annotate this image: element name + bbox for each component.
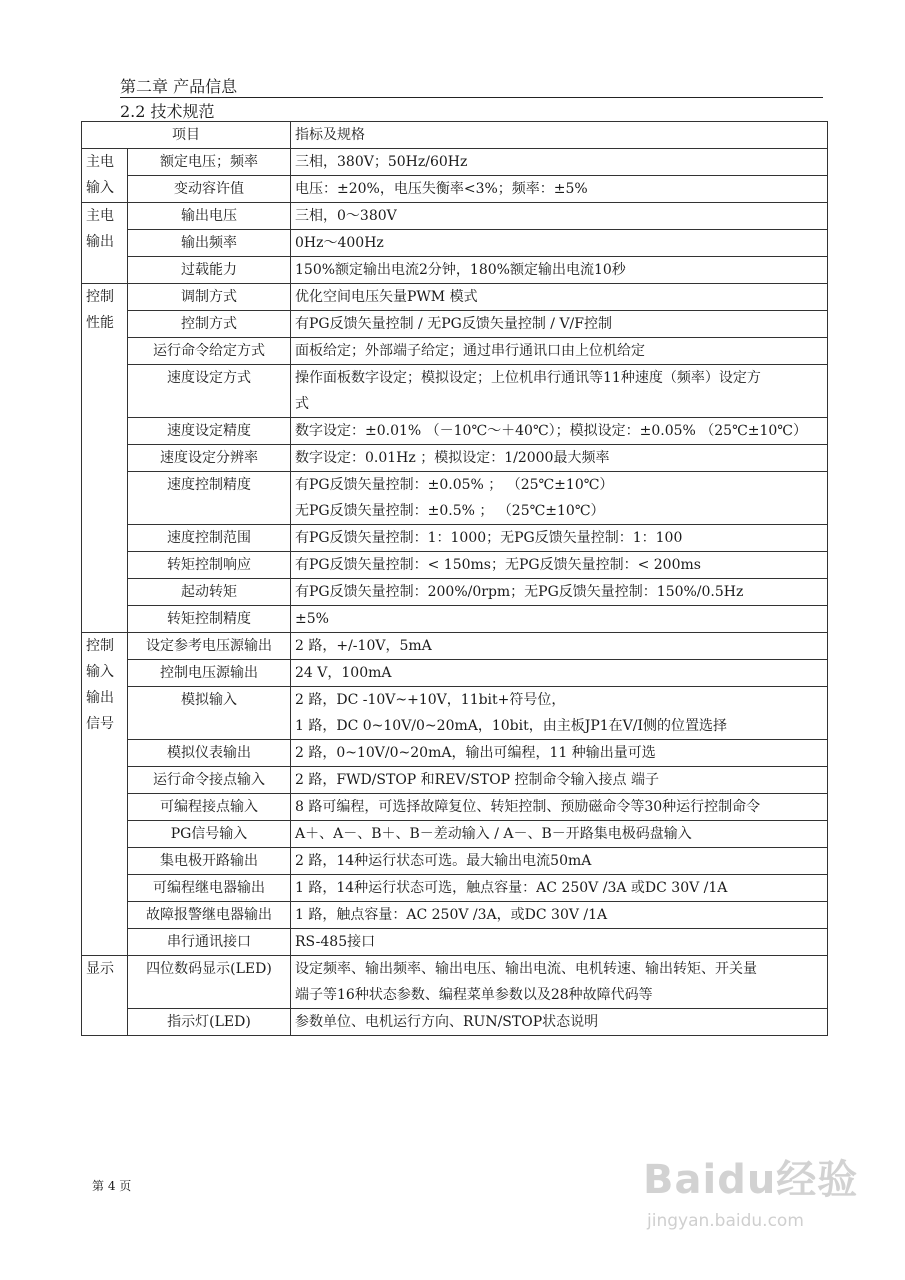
spec-cell (291, 418, 828, 445)
group-label (82, 633, 128, 956)
spec-line: 0Hz～400Hz (295, 235, 384, 251)
table-row (82, 149, 828, 176)
spec-line: A＋、A－、B＋、B－差动输入 / A－、B－开路集电极码盘输入 (295, 826, 692, 842)
group-label (82, 149, 128, 203)
table-row (82, 848, 828, 875)
spec-line: 2 路，14种运行状态可选。最大输出电流50mA (295, 853, 592, 869)
table-row (82, 633, 828, 660)
table-row (82, 552, 828, 579)
header-item: 项目 (82, 122, 291, 149)
table-header-row (82, 122, 828, 149)
group-label-line: 主电 (86, 154, 114, 170)
table-row (82, 821, 828, 848)
item-cell: 运行命令接点输入 (128, 767, 291, 794)
table-row (82, 956, 828, 1009)
spec-line: 设定频率、输出频率、输出电压、输出电流、电机转速、输出转矩、开关量 (295, 961, 757, 977)
item-cell: 输出电压 (128, 203, 291, 230)
item-cell: 串行通讯接口 (128, 929, 291, 956)
item-cell: 速度设定方式 (128, 365, 291, 418)
table-row (82, 203, 828, 230)
spec-cell (291, 794, 828, 821)
item-cell: 故障报警继电器输出 (128, 902, 291, 929)
item-cell: 变动容许值 (128, 176, 291, 203)
spec-cell (291, 257, 828, 284)
table-row (82, 338, 828, 365)
table-row (82, 767, 828, 794)
item-cell: 控制方式 (128, 311, 291, 338)
table-row (82, 902, 828, 929)
spec-line: 8 路可编程，可选择故障复位、转矩控制、预励磁命令等30种运行控制命令 (295, 799, 761, 815)
section-title: 2.2 技术规范 (120, 102, 215, 121)
chapter-title: 第二章 产品信息 (120, 77, 238, 96)
page-number: 第 4 页 (92, 1179, 132, 1193)
table-row (82, 579, 828, 606)
spec-line: 电压：±20%，电压失衡率<3%；频率：±5% (295, 181, 588, 197)
item-cell: 速度控制范围 (128, 525, 291, 552)
group-label-line: 性能 (86, 315, 114, 331)
spec-cell (291, 230, 828, 257)
table-row (82, 284, 828, 311)
item-cell: 可编程继电器输出 (128, 875, 291, 902)
group-label-line: 输出 (86, 234, 114, 250)
item-cell: PG信号输入 (128, 821, 291, 848)
group-label-line: 输入 (86, 664, 114, 680)
spec-cell (291, 552, 828, 579)
group-label-line: 控制 (86, 638, 114, 654)
spec-cell (291, 902, 828, 929)
spec-cell (291, 929, 828, 956)
group-label (82, 956, 128, 1036)
table-row (82, 740, 828, 767)
spec-cell (291, 767, 828, 794)
spec-line: 有PG反馈矢量控制：±0.05% ； （25℃±10℃） (295, 477, 614, 493)
item-cell: 设定参考电压源输出 (128, 633, 291, 660)
spec-line: 2 路，FWD/STOP 和REV/STOP 控制命令输入接点 端子 (295, 772, 659, 788)
table-row (82, 230, 828, 257)
item-cell: 四位数码显示(LED) (128, 956, 291, 1009)
spec-cell (291, 176, 828, 203)
spec-line: ±5% (295, 611, 329, 627)
spec-cell (291, 284, 828, 311)
spec-cell (291, 848, 828, 875)
item-cell: 速度设定分辨率 (128, 445, 291, 472)
item-cell: 集电极开路输出 (128, 848, 291, 875)
spec-table (81, 121, 828, 1036)
item-cell: 控制电压源输出 (128, 660, 291, 687)
spec-line: 2 路，0~10V/0~20mA，输出可编程，11 种输出量可选 (295, 745, 656, 761)
item-cell: 运行命令给定方式 (128, 338, 291, 365)
spec-line: 面板给定；外部端子给定；通过串行通讯口由上位机给定 (295, 343, 645, 359)
spec-cell (291, 472, 828, 525)
spec-line: 1 路，DC 0~10V/0~20mA，10bit，由主板JP1在V/I侧的位置选择 (295, 718, 728, 734)
table-row (82, 525, 828, 552)
spec-line: 2 路，+/-10V，5mA (295, 638, 432, 654)
table-row (82, 794, 828, 821)
spec-line: 三相，0～380V (295, 208, 397, 224)
table-row (82, 687, 828, 740)
spec-line: 参数单位、电机运行方向、RUN/STOP状态说明 (295, 1014, 599, 1030)
spec-line: 有PG反馈矢量控制：200%/0rpm；无PG反馈矢量控制：150%/0.5Hz (295, 584, 744, 600)
item-cell: 转矩控制精度 (128, 606, 291, 633)
spec-line: 优化空间电压矢量PWM 模式 (295, 289, 478, 305)
spec-line: 有PG反馈矢量控制 / 无PG反馈矢量控制 / V/F控制 (295, 316, 612, 332)
spec-line: 150%额定输出电流2分钟，180%额定输出电流10秒 (295, 262, 626, 278)
spec-cell (291, 956, 828, 1009)
spec-cell (291, 203, 828, 230)
table-row (82, 875, 828, 902)
spec-line: 有PG反馈矢量控制：1：1000；无PG反馈矢量控制：1：100 (295, 530, 683, 546)
spec-cell (291, 525, 828, 552)
table-row (82, 365, 828, 418)
spec-cell (291, 740, 828, 767)
header-spec: 指标及规格 (291, 122, 828, 149)
header-rule (120, 97, 823, 98)
baidu-watermark (643, 1148, 863, 1258)
item-cell: 起动转矩 (128, 579, 291, 606)
spec-cell (291, 149, 828, 176)
watermark-url: jingyan.baidu.com (647, 1211, 804, 1231)
group-label-line: 信号 (86, 716, 114, 732)
group-label-line: 主电 (86, 208, 114, 224)
table-row (82, 418, 828, 445)
table-row (82, 445, 828, 472)
spec-line: 2 路，DC -10V~+10V，11bit+符号位， (295, 692, 566, 708)
item-cell: 转矩控制响应 (128, 552, 291, 579)
spec-cell (291, 445, 828, 472)
spec-line: 有PG反馈矢量控制：< 150ms；无PG反馈矢量控制：< 200ms (295, 557, 701, 573)
group-label-line: 控制 (86, 289, 114, 305)
item-cell: 额定电压；频率 (128, 149, 291, 176)
spec-line: RS-485接口 (295, 934, 376, 950)
spec-line: 数字设定：0.01Hz ；模拟设定：1/2000最大频率 (295, 450, 610, 466)
item-cell: 速度控制精度 (128, 472, 291, 525)
group-label-line: 输出 (86, 690, 114, 706)
group-label-line: 显示 (86, 961, 114, 977)
item-cell: 输出频率 (128, 230, 291, 257)
item-cell: 指示灯(LED) (128, 1009, 291, 1036)
spec-line: 操作面板数字设定；模拟设定；上位机串行通讯等11种速度（频率）设定方 (295, 370, 761, 386)
table-row (82, 311, 828, 338)
table-row (82, 606, 828, 633)
spec-line: 24 V，100mA (295, 665, 392, 681)
spec-line: 三相，380V；50Hz/60Hz (295, 154, 468, 170)
spec-line: 端子等16种状态参数、编程菜单参数以及28种故障代码等 (295, 987, 653, 1003)
item-cell: 可编程接点输入 (128, 794, 291, 821)
spec-cell (291, 579, 828, 606)
table-row (82, 472, 828, 525)
watermark-logo: Baidu经验 (643, 1157, 859, 1203)
item-cell: 速度设定精度 (128, 418, 291, 445)
table-row (82, 929, 828, 956)
group-label (82, 284, 128, 633)
table-row (82, 257, 828, 284)
spec-cell (291, 606, 828, 633)
spec-cell (291, 875, 828, 902)
item-cell: 模拟仪表输出 (128, 740, 291, 767)
spec-cell (291, 365, 828, 418)
item-cell: 模拟输入 (128, 687, 291, 740)
spec-line: 无PG反馈矢量控制：±0.5% ； （25℃±10℃） (295, 503, 605, 519)
item-cell: 过载能力 (128, 257, 291, 284)
group-label (82, 203, 128, 284)
spec-line: 1 路，14种运行状态可选，触点容量：AC 250V /3A 或DC 30V /1A (295, 880, 728, 896)
table-row (82, 1009, 828, 1036)
table-row (82, 176, 828, 203)
spec-line: 式 (295, 396, 309, 412)
group-label-line: 输入 (86, 180, 114, 196)
spec-cell (291, 660, 828, 687)
spec-cell (291, 1009, 828, 1036)
spec-cell (291, 311, 828, 338)
spec-cell (291, 633, 828, 660)
spec-line: 数字设定：±0.01% （－10℃～＋40℃）；模拟设定：±0.05% （25℃±10℃） (295, 423, 807, 439)
spec-cell (291, 338, 828, 365)
table-row (82, 660, 828, 687)
spec-cell (291, 687, 828, 740)
spec-line: 1 路，触点容量：AC 250V /3A，或DC 30V /1A (295, 907, 608, 923)
spec-cell (291, 821, 828, 848)
item-cell: 调制方式 (128, 284, 291, 311)
